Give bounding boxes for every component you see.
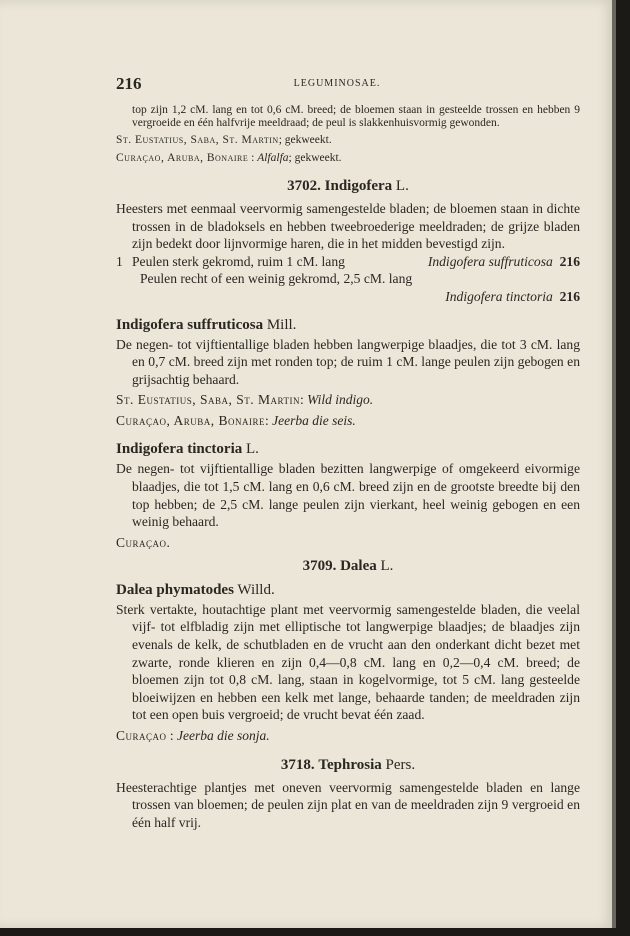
locality-note: ; gekweekt.	[288, 152, 342, 164]
genus-heading	[116, 755, 580, 775]
page-number: 216	[116, 74, 142, 93]
species-name: Dalea phymatodes	[116, 581, 234, 598]
genus-heading	[116, 556, 580, 576]
genus-author: L.	[395, 178, 409, 194]
locality-line	[116, 151, 580, 166]
key-reference-page: 216	[559, 288, 580, 304]
locality-places: Curaçao.	[116, 534, 171, 550]
vernacular-name: Jeerba die seis.	[272, 413, 356, 429]
key-reference	[116, 288, 580, 306]
locality-places: Curaçao	[116, 727, 167, 743]
separator: :	[166, 727, 178, 743]
key-reference-name: Indigofera tinctoria	[445, 288, 553, 304]
key-reference-name: Indigofera suffruticosa	[427, 253, 553, 269]
key-lead	[116, 253, 580, 271]
locality-line	[116, 534, 580, 552]
species-author: Mill.	[266, 316, 297, 333]
species-heading	[116, 580, 580, 600]
identification-key	[116, 253, 580, 306]
locality-line	[116, 133, 580, 148]
vernacular-name: Wild indigo.	[307, 392, 374, 408]
genus-description: Heesterachtige plantjes met oneven veervormig samengestelde bladen en lange trossen van bloemen; de peulen zijn plat en van de meeldraden zijn 9 vergroeid en één half vrij.	[116, 779, 580, 831]
locality-places: St. Eustatius, Saba, St. Martin	[116, 392, 301, 408]
genus-number: 3702.	[287, 178, 321, 194]
genus-name: Tephrosia	[318, 756, 382, 773]
genus-name: Indigofera	[324, 178, 393, 194]
genus-description: Heesters met eenmaal veervormig samengestelde bladen; de bloemen staan in dichte trossen in de bladoksels en hebben tweebroederige meeldraden; de grijze bladen zijn bedekt door lijnvormige haren, die in het midden bevestigd zijn.	[116, 201, 580, 252]
genus-author: L.	[380, 557, 394, 574]
species-author: L.	[245, 441, 259, 458]
genus-heading	[116, 176, 580, 196]
key-lead-text: Peulen sterk gekromd, ruim 1 cM. lang	[132, 253, 345, 269]
species-description: De negen- tot vijftientallige bladen hebben langwerpige blaadjes, die tot 3 cM. lang en 0,7 cM. breed zijn met ronden top; de ruim 1 cM. lange peulen zijn gebogen en grijsachtig behaard.	[116, 336, 580, 387]
separator: :	[265, 413, 273, 429]
vernacular-name: Jeerba die sonja.	[177, 727, 270, 743]
species-name: Indigofera tinctoria	[116, 441, 243, 458]
genus-name: Dalea	[340, 557, 377, 574]
key-reference	[428, 253, 580, 271]
page-body	[116, 104, 580, 832]
locality-line	[116, 727, 580, 745]
species-author: Willd.	[237, 581, 275, 598]
species-name: Indigofera suffruticosa	[116, 316, 264, 333]
key-lead	[116, 270, 580, 288]
locality-line	[116, 412, 580, 430]
page-header	[116, 74, 558, 96]
separator: :	[248, 152, 258, 164]
locality-places: St. Eustatius, Saba, St. Martin	[116, 134, 279, 146]
genus-number: 3718.	[280, 756, 315, 773]
locality-line	[116, 391, 580, 409]
page-spine-edge	[612, 0, 616, 928]
genus-number: 3709.	[302, 557, 337, 574]
running-head: LEGUMINOSAE.	[293, 78, 381, 89]
locality-places: Curaçao, Aruba, Bonaire	[116, 152, 249, 164]
key-reference-page: 216	[559, 253, 580, 269]
locality-note: ; gekweekt.	[278, 134, 332, 146]
species-description: Sterk vertakte, houtachtige plant met veervormig samengestelde bladen, die veelal vijf- tot elfbladig zijn met elliptische tot langwerpige blaadjes; de blaadjes zijn evenals de kelk, de schutbladen en de vrucht aan den onderkant dicht bezet met zwarte, ronde klieren en zijn 0,4—0,8 cM. lang en 0,2—0,4 cM. breed; de bloemen zijn tot 0,8 cM. lang, staan in kogelvormige, tot 5 cM. lang gesteelde bloeiwijzen en hebben een kelk met lange, behaarde tanden; de meeldraden zijn tot een open buis vergroeid; de vrucht bevat één zaad.	[116, 601, 580, 723]
key-lead-text: Peulen recht of een weinig gekromd, 2,5 cM. lang	[140, 271, 413, 287]
genus-author: Pers.	[385, 756, 416, 773]
vernacular-name: Alfalfa	[257, 152, 289, 164]
locality-places: Curaçao, Aruba, Bonaire	[116, 413, 266, 429]
species-heading	[116, 315, 580, 335]
separator: :	[300, 392, 308, 408]
continued-description: top zijn 1,2 cM. lang en tot 0,6 cM. breed; de bloemen staan in gesteelde trossen en hebben 9 vergroeide en één halfvrije meeldraad; de peul is slakkenhuisvormig gewonden.	[132, 104, 580, 129]
species-heading	[116, 439, 580, 459]
key-number: 1	[116, 253, 123, 269]
species-description: De negen- tot vijftientallige bladen bezitten langwerpige of omgekeerd eivormige blaadjes, die tot 1,5 cM. lang en 0,6 cM. breed zijn en de grootste breedte bij den top hebben; de 2,5 cM. lange peulen zijn vierkant, heel weinig gebogen en een weinig behaard.	[116, 461, 580, 530]
